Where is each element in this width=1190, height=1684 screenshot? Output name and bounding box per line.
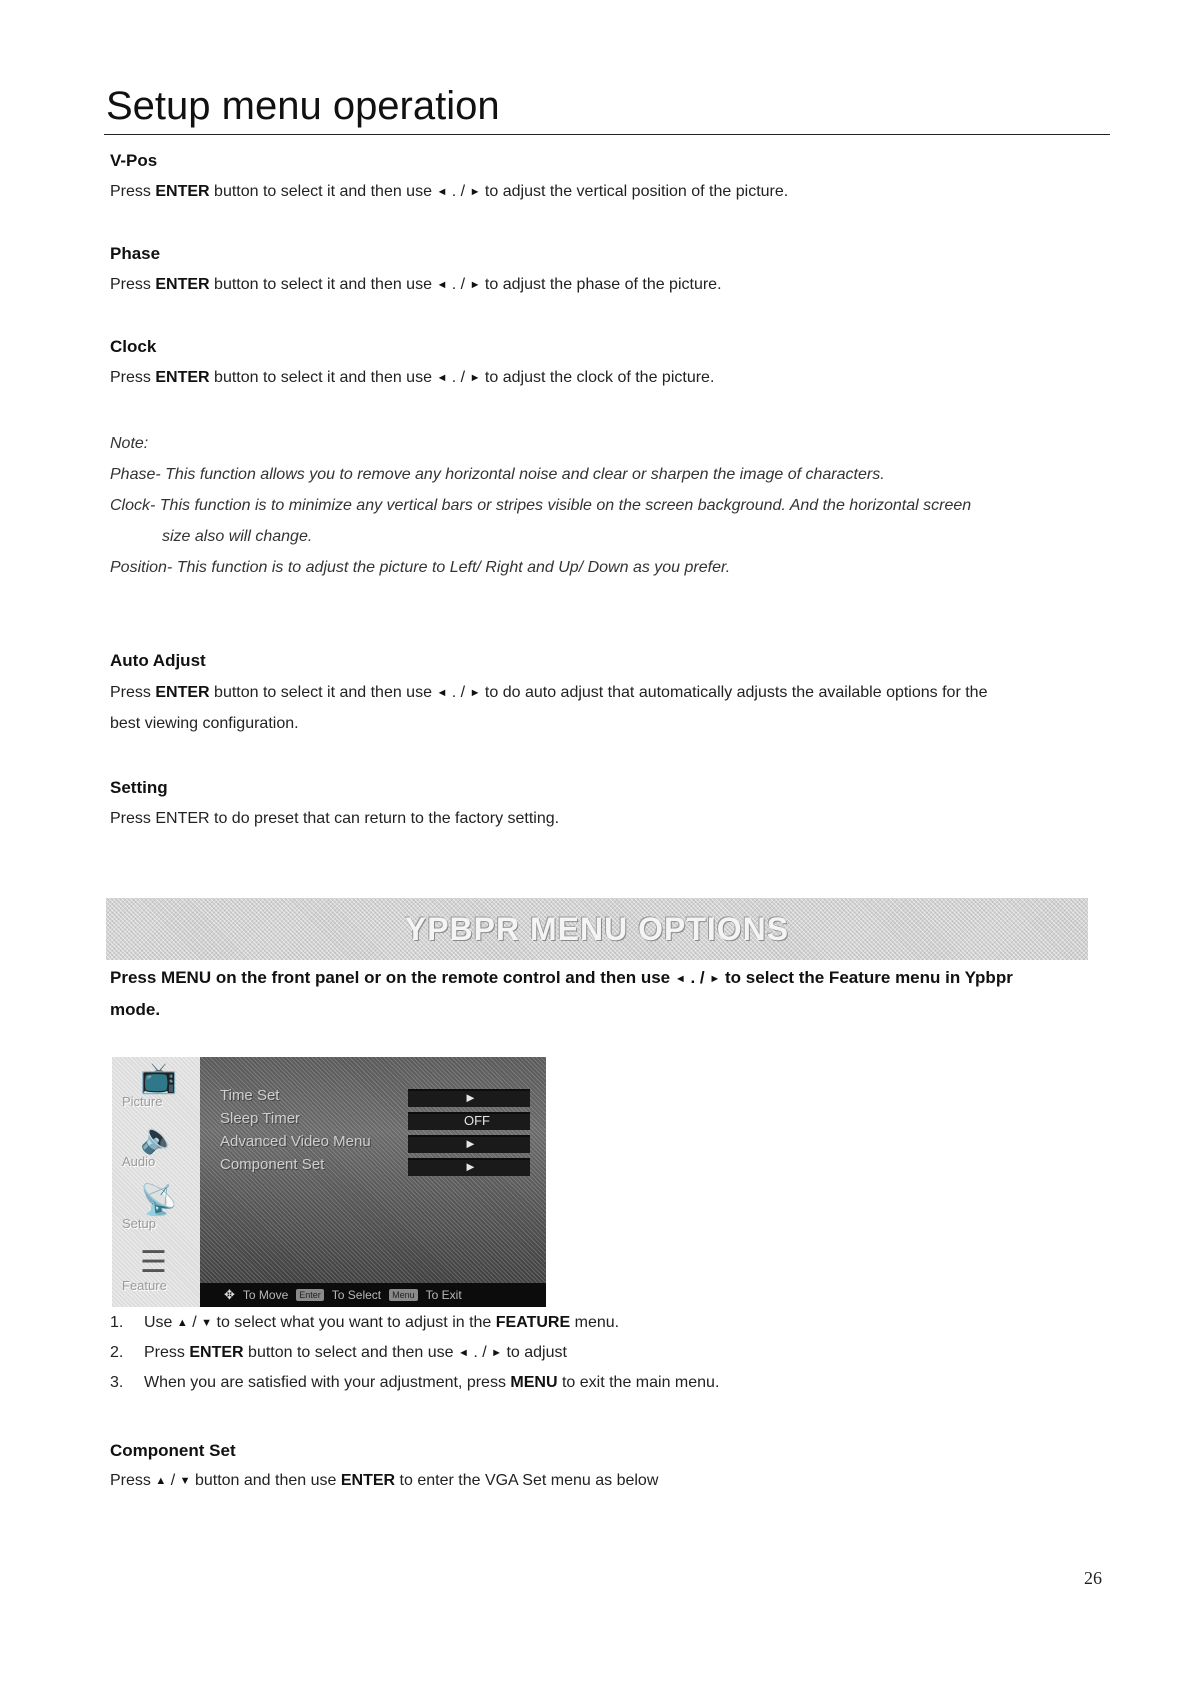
osd-item-sleep-timer: Sleep Timer	[220, 1110, 301, 1127]
osd-value-bar	[408, 1089, 530, 1107]
note-clock-cont: size also will change.	[162, 528, 313, 545]
osd-value-bar	[408, 1135, 530, 1153]
tv-icon: 📺	[140, 1062, 178, 1095]
intro-text: Press MENU on the front panel or on the remote control and then use ◄ . / ► to select the Feature menu in Ypbpr	[110, 968, 1013, 987]
down-arrow-icon: ▼	[179, 1475, 191, 1487]
vpos-heading: V-Pos	[110, 151, 158, 170]
note-clock: Clock- This function is to minimize any vertical bars or stripes visible on the screen background. And the horizontal screen	[110, 497, 972, 514]
osd-side-picture: 📺 Picture	[122, 1062, 178, 1109]
setting-heading: Setting	[110, 778, 168, 797]
menu-key: Menu	[389, 1289, 418, 1301]
step-2: 2. Press ENTER button to select and then use ◄ . / ► to adjust	[110, 1344, 567, 1361]
page-number: 26	[1084, 1568, 1102, 1588]
up-arrow-icon: ▲	[176, 1317, 188, 1329]
right-arrow-icon: ►	[491, 1347, 503, 1359]
intro-text-cont: mode.	[110, 1000, 161, 1019]
chevron-right-icon: ►	[464, 1136, 477, 1151]
left-arrow-icon: ◄	[436, 279, 448, 291]
setting-text: Press ENTER to do preset that can return to the factory setting.	[110, 810, 560, 827]
left-arrow-icon: ◄	[457, 1347, 469, 1359]
vpos-text: Press ENTER button to select it and then use ◄ . / ► to adjust the vertical position of the picture.	[110, 183, 789, 200]
osd-value-bar: OFF	[408, 1112, 530, 1130]
right-arrow-icon: ►	[469, 372, 481, 384]
osd-footer: ✥ To Move Enter To Select Menu To Exit	[200, 1283, 546, 1307]
osd-item-time-set: Time Set	[220, 1087, 280, 1104]
left-arrow-icon: ◄	[674, 973, 686, 985]
chevron-right-icon: ►	[464, 1159, 477, 1174]
osd-main-panel	[200, 1057, 546, 1307]
right-arrow-icon: ►	[469, 186, 481, 198]
satellite-dish-icon: 📡	[140, 1184, 178, 1217]
left-arrow-icon: ◄	[436, 372, 448, 384]
title-rule	[104, 134, 1110, 135]
component-set-text: Press ▲ / ▼ button and then use ENTER to enter the VGA Set menu as below	[110, 1472, 659, 1489]
osd-side-feature: ☰ Feature	[122, 1246, 167, 1293]
move-icon: ✥	[224, 1287, 235, 1302]
auto-adjust-heading: Auto Adjust	[110, 651, 206, 670]
osd-side-audio: 🔈 Audio	[122, 1122, 178, 1169]
chevron-right-icon: ►	[464, 1090, 477, 1105]
down-arrow-icon: ▼	[201, 1317, 213, 1329]
clock-text: Press ENTER button to select it and then use ◄ . / ► to adjust the clock of the picture.	[110, 369, 715, 386]
auto-adjust-text: Press ENTER button to select it and then use ◄ . / ► to do auto adjust that automatically adjusts the available options for the	[110, 684, 988, 701]
note-position: Position- This function is to adjust the picture to Left/ Right and Up/ Down as you prefer.	[110, 559, 731, 576]
note-phase: Phase- This function allows you to remove any horizontal noise and clear or sharpen the image of characters.	[110, 466, 885, 483]
phase-text: Press ENTER button to select it and then use ◄ . / ► to adjust the phase of the picture.	[110, 276, 722, 293]
step-3: 3. When you are satisfied with your adjustment, press MENU to exit the main menu.	[110, 1374, 720, 1391]
osd-value-bar	[408, 1158, 530, 1176]
osd-sidebar	[112, 1057, 200, 1307]
enter-key: Enter	[296, 1289, 324, 1301]
section-banner	[106, 898, 1088, 960]
right-arrow-icon: ►	[469, 279, 481, 291]
right-arrow-icon: ►	[709, 973, 721, 985]
osd-item-component-set: Component Set	[220, 1156, 325, 1173]
auto-adjust-text-cont: best viewing configuration.	[110, 715, 299, 732]
left-arrow-icon: ◄	[436, 687, 448, 699]
banner-title: YPBPR MENU OPTIONS	[404, 910, 790, 947]
feature-icon: ☰	[140, 1246, 167, 1279]
feature-menu-screenshot	[112, 1057, 546, 1307]
up-arrow-icon: ▲	[155, 1475, 167, 1487]
speaker-icon: 🔈	[140, 1122, 178, 1155]
osd-side-setup: 📡 Setup	[122, 1184, 178, 1231]
component-set-heading: Component Set	[110, 1441, 236, 1460]
right-arrow-icon: ►	[469, 687, 481, 699]
step-1: 1. Use ▲ / ▼ to select what you want to adjust in the FEATURE menu.	[110, 1314, 620, 1331]
page-title: Setup menu operation	[106, 84, 500, 128]
left-arrow-icon: ◄	[436, 186, 448, 198]
clock-heading: Clock	[110, 337, 157, 356]
note-label: Note:	[110, 435, 149, 452]
phase-heading: Phase	[110, 244, 161, 263]
osd-item-advanced-video: Advanced Video Menu	[220, 1133, 371, 1150]
